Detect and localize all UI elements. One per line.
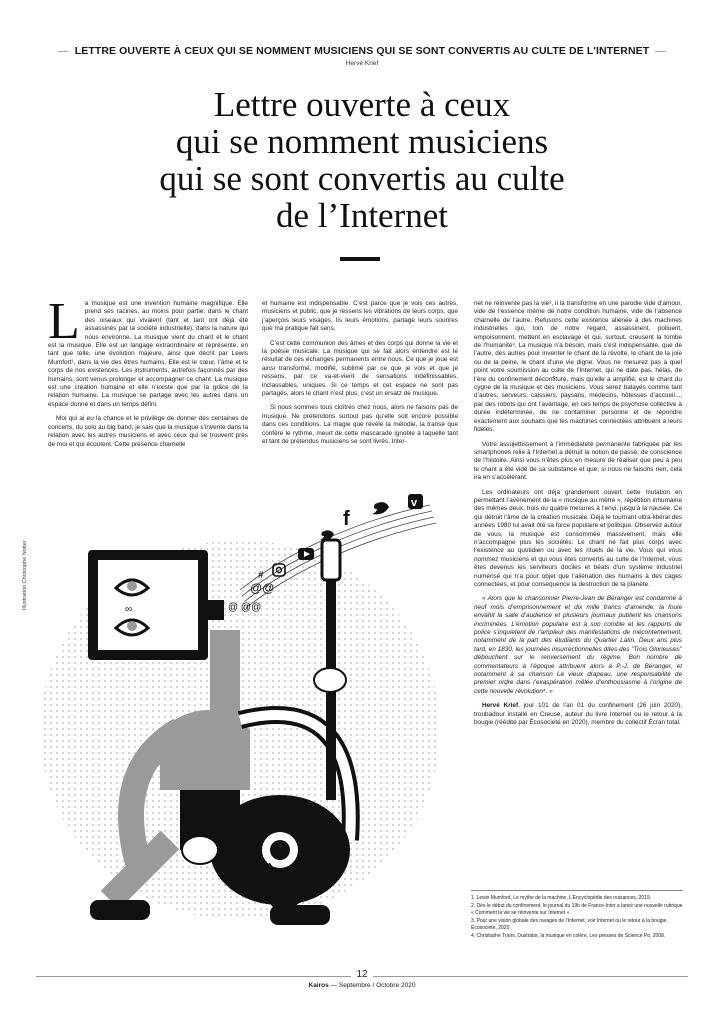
header-author: Hervé Krief — [345, 60, 379, 67]
title-line: Lettre ouverte à ceux — [213, 85, 511, 124]
figure-hand — [314, 668, 346, 692]
svg-text:v: v — [411, 497, 418, 509]
title-line: de l’Internet — [276, 196, 448, 235]
svg-text:@ @@: @ @@ — [228, 602, 262, 613]
paragraph: Si nous sommes tous cloîtrés chez nous, alors ne faisons pas de musique. Ne prétendons surtout pas qu’elle soit encore possible dans ces conditions. La magie que révèle la mélodie, la transe que confère le rythme, meurt de cette mascarade ignoble à laquelle tant et tant de prétendus musiciens se sont livrés. Inter- — [262, 404, 458, 446]
running-title: LETTRE OUVERTE À CEUX QUI SE NOMMENT MUSICIENS QUI SE SONT CONVERTIS AU CULTE DE L'INTERNET — [74, 45, 650, 57]
svg-text:@@: @@ — [250, 581, 275, 595]
paragraph: C’est cette communion des âmes et des corps qui donne la vie et la poésie musicale. La musique qui se fait alors entendre est le résultat de ces échanges permanents entre nous. Ce que je joue est ainsi transformé, modifié, sublimé par ce que je vois et que je ressens, par ce va-et-vient de sensations indéfinissables, inclassables, uniques. Si ce temps et cet espace ne sont pas partagés, alors le chant n’est plus, c’est un ersatz de musique. — [262, 339, 458, 398]
column-1 — [48, 293, 248, 455]
hashtag-icon — [258, 570, 264, 581]
header-dash-right: — — [655, 45, 666, 57]
paragraph: Moi qui ai eu la chance et le privilège de donner des centaines de concerts, du solo au big band, je sais que la musique s’invente dans la relation avec les autres musiciens et avec ceux qui se trouvent près de moi et qui écoutent. Cette présence charnelle — [48, 415, 248, 448]
page-number: 12 — [351, 969, 373, 980]
figure-hand — [182, 836, 218, 864]
running-header — [36, 45, 688, 57]
publication-name: Kairos — [308, 982, 329, 989]
header-dash-left: — — [58, 45, 69, 57]
paragraph: La musique est une invention humaine magnifique. Elle prend ses racines, au moins pour partie, dans le chant des oiseaux qui vivaient (tant et tant ont déjà été assassinés par la société industrielle), dans la nature qui nous environne. La musique vient du chant et le chant est la musique. Elle est un langage extraordinaire et représente, en tant que telle, une évolution majeure, ainsi que décrit par Lewis Mumfort¹, dans la vie des êtres humains. Elle est le cœur, l’âme et le corps de nos existences. Les instruments, autrefois façonnés par des humains, sont venus prolonger et accompagner ce chant. La musique est une création humaine et elle n’existe que par la grâce de la relation humaine. La musique se partage avec les autres dans un espace donné et dans un temps défini. — [48, 293, 248, 408]
title-rule — [340, 257, 380, 261]
column-3 — [474, 300, 682, 734]
paragraph: Les ordinateurs ont déjà grandement ouvert cette mutation en permettant l’avènement de la « musique au mètre », répétition inhumaine des mêmes deux, trois ou quatre mesures à l’envi, jusqu’à la nausée. Ce qui détruit l’âme de la création musicale. Déjà le tournant ultra-libéral des années 1980 lui avait ôté sa force populaire et politique. Observez autour de vous, la musique est consommée massivement, mais elle n’accompagne plus les sociétés. Le chant ne fait plus corps avec l’existence au quotidien ou avec les rituels de la vie. Vous qui vous nommez musiciens et qui vous êtes convertis au culte de l’Internet, vous êtes devenus les serviteurs dociles et béats d’un système industriel numérisé qui n’a pour objet que l’aliénation des humains à des cages connectées, et pour conséquence la destruction de la planète. — [474, 488, 682, 588]
paragraph: net ne réinvente pas la vie², il la transforme en une parodie vide d’amour, vide de l’essence même de notre condition humaine, vide de l’absence charnelle de l’autre. Refusons cette existence aliénée à des machines industrielles qui, loin de notre regard, assassinent, polluent, empoisonnent, mettent en esclavage et qui, surtout, creusent la tombe de l’humanité³. La musique n’a besoin, mais c’est indispensable, que de l’autre, des autres pour inventer le chant de la révolte, le chant de la joie ou de la peine, le chant d’une vie digne. Vous ne mesurez pas à quel point votre soumission au culte de l’Internet, qui ne date pas, hélas, de l’ère du confinement déconfituré, mais qu’elle a amplifié, est le chant du cygne de la musique et des musiciens. Vous serez balayés comme tant d’autres, serveurs, caissiers, paysans, médecins, hôtesses d’accueil..., par des robots qui ont l’avantage, en ces temps de psychose collective à durée indéterminée, de ne contaminer personne et de répondre exactement aux souhaits que les machines connectées attribuent à leurs fidèles. — [474, 300, 682, 434]
title-line: qui se sont convertis au culte — [159, 159, 565, 198]
footnotes — [471, 890, 683, 941]
at-sign-icon — [250, 581, 274, 595]
vimeo-icon — [408, 494, 423, 509]
quote-paragraph: « Alors que le chansonnier Pierre-Jean de Béranger est condamné à neuf mois d’emprisonnement et dix mille francs d’amende, la foule envahit la salle d’audience et plusieurs journaux publient les chansons incriminées. L’émotion populaire est à son comble et les rapports de police s’inquiètent de l’ampleur des manifestations de mécontentement, notamment de la part des étudiants du Quartier Latin. Deux ans plus tard, en 1830, les journées insurrectionnelles dites des "Trois Glorieuses" débouchent sur le renversement du régime. Bon nombre de commentateurs à l’époque attribuent alors à P.-J. de Béranger, et notamment à sa chanson Le vieux drapeau, une responsabilité de premier ordre dans l’exaspération mêlée d’enthousiasme à l’origine de cette nouvelle révolution⁴. » — [474, 595, 682, 695]
at-sign-icon — [228, 602, 261, 613]
monitor-head — [88, 550, 224, 660]
twitter-icon — [372, 502, 389, 514]
facebook-icon — [343, 508, 350, 530]
paragraph: et humaine est indispensable. C’est parce que je vois ces autres, musiciens et public, que je ressens les vibrations de leurs corps, que j’aperçois leurs visages, lis leurs émotions, partage leurs sourires que ma pratique fait sens. — [262, 300, 458, 333]
bio-name: Hervé Krief — [482, 702, 519, 710]
svg-text:#: # — [258, 570, 264, 581]
drop-cap: L — [48, 293, 80, 350]
youtube-icon — [298, 548, 314, 560]
article-title — [110, 86, 614, 234]
title-line: qui se nomment musiciens — [175, 122, 549, 161]
footnote: 4. Christophe Traïni, Dustrator, la musique en colère, Les presses de Science Po, 2008. — [471, 933, 666, 940]
bio-text: , jour 101 de l’an 01 du confinement (26 juin 2020), troubadour installé en Creuse, auteur du livre Internet ou le retour à la bougie (réédité par Écosociété en 2020), membre du collectif Écran total. — [474, 702, 682, 727]
svg-text:∞: ∞ — [125, 604, 133, 615]
paragraph: Votre assujettissement à l’immédiateté permanente fabriquée par les smartphones relie à l’Internet a détruit la notion de passé, de conscience de l’histoire. Ainsi vous n’êtes plus en mesure de réaliser que peu à peu le chant a été vidé de sa substance et que, si nous ne faisons rien, cela ira en s’accélérant. — [474, 440, 682, 482]
issue-date: — Septembre / Octobre 2020 — [328, 982, 416, 989]
footnote: 1. Lewis Mumford, Le mythe de la machine, L’Encyclopédie des nuisances, 2019. — [471, 895, 652, 901]
author-bio — [474, 702, 682, 727]
illustration-credit: Illustration Christophe Notter — [22, 540, 28, 610]
svg-text:f: f — [343, 508, 350, 530]
column-2 — [262, 300, 458, 453]
illustration — [30, 480, 470, 950]
footnote: 2. Dès le début du confinement, le journal du 19h de France-Inter a lancé une nouvelle rubrique « Comment la vie se réinvente sur Internet ». — [471, 903, 683, 916]
publication-footer — [0, 982, 724, 989]
footnote: 3. Pour une vision globale des ravages de l’Internet, voir Internet ou le retour à la bougie, Écosociété, 2020. — [471, 918, 668, 931]
